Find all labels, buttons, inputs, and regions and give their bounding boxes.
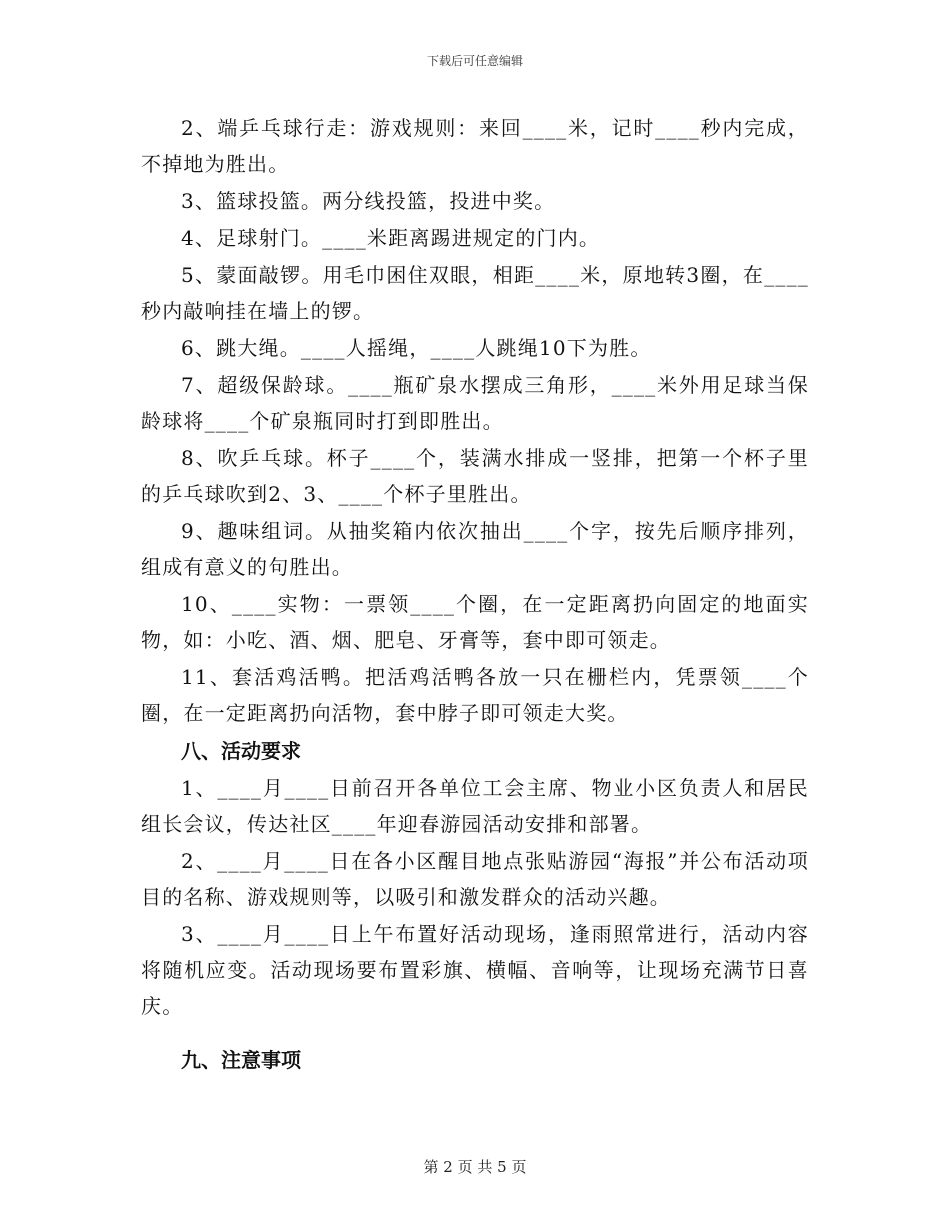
paragraph-rule-7: 7、超级保龄球。____瓶矿泉水摆成三角形，____米外用足球当保龄球将____个矿泉瓶同时打到即胜出。 [141,373,809,433]
paragraph-rule-9: 9、趣味组词。从抽奖箱内依次抽出____个字，按先后顺序排列，组成有意义的句胜出。 [141,519,809,579]
section-8-heading: 八、活动要求 [181,739,301,763]
requirement-3: 3、____月____日上午布置好活动现场，逢雨照常进行，活动内容将随机应变。活动现场要布置彩旗、横幅、音响等，让现场充满节日喜庆。 [141,922,809,1018]
page-header: 下载后可任意编辑 [426,54,523,68]
section-9-heading: 九、注意事项 [181,1048,301,1072]
requirement-1: 1、____月____日前召开各单位工会主席、物业小区负责人和居民组长会议，传达社区____年迎春游园活动安排和部署。 [141,776,809,836]
document-body [141,110,809,1078]
paragraph-rule-3: 3、篮球投篮。两分线投篮，投进中奖。 [181,189,556,213]
requirement-2: 2、____月____日在各小区醒目地点张贴游园“海报”并公布活动项目的名称、游戏规则等，以吸引和激发群众的活动兴趣。 [141,849,809,909]
paragraph-rule-5: 5、蒙面敲锣。用毛巾困住双眼，相距____米，原地转3圈，在____秒内敲响挂在墙上的锣。 [141,263,809,323]
paragraph-rule-2: 2、端乒乓球行走：游戏规则：来回____米，记时____秒内完成，不掉地为胜出。 [141,116,809,176]
paragraph-rule-10: 10、____实物：一票领____个圈，在一定距离扔向固定的地面实物，如：小吃、酒、烟、肥皂、牙膏等，套中即可领走。 [141,592,809,652]
page-footer: 第 2 页 共 5 页 [423,1158,527,1176]
paragraph-rule-6: 6、跳大绳。____人摇绳，____人跳绳10下为胜。 [181,336,652,360]
paragraph-rule-8: 8、吹乒乓球。杯子____个，装满水排成一竖排，把第一个杯子里的乒乓球吹到2、3、____个杯子里胜出。 [141,446,809,506]
paragraph-rule-4: 4、足球射门。____米距离踢进规定的门内。 [181,226,601,250]
paragraph-rule-11: 11、套活鸡活鸭。把活鸡活鸭各放一只在栅栏内，凭票领____个圈，在一定距离扔向活物，套中脖子即可领走大奖。 [141,665,809,725]
